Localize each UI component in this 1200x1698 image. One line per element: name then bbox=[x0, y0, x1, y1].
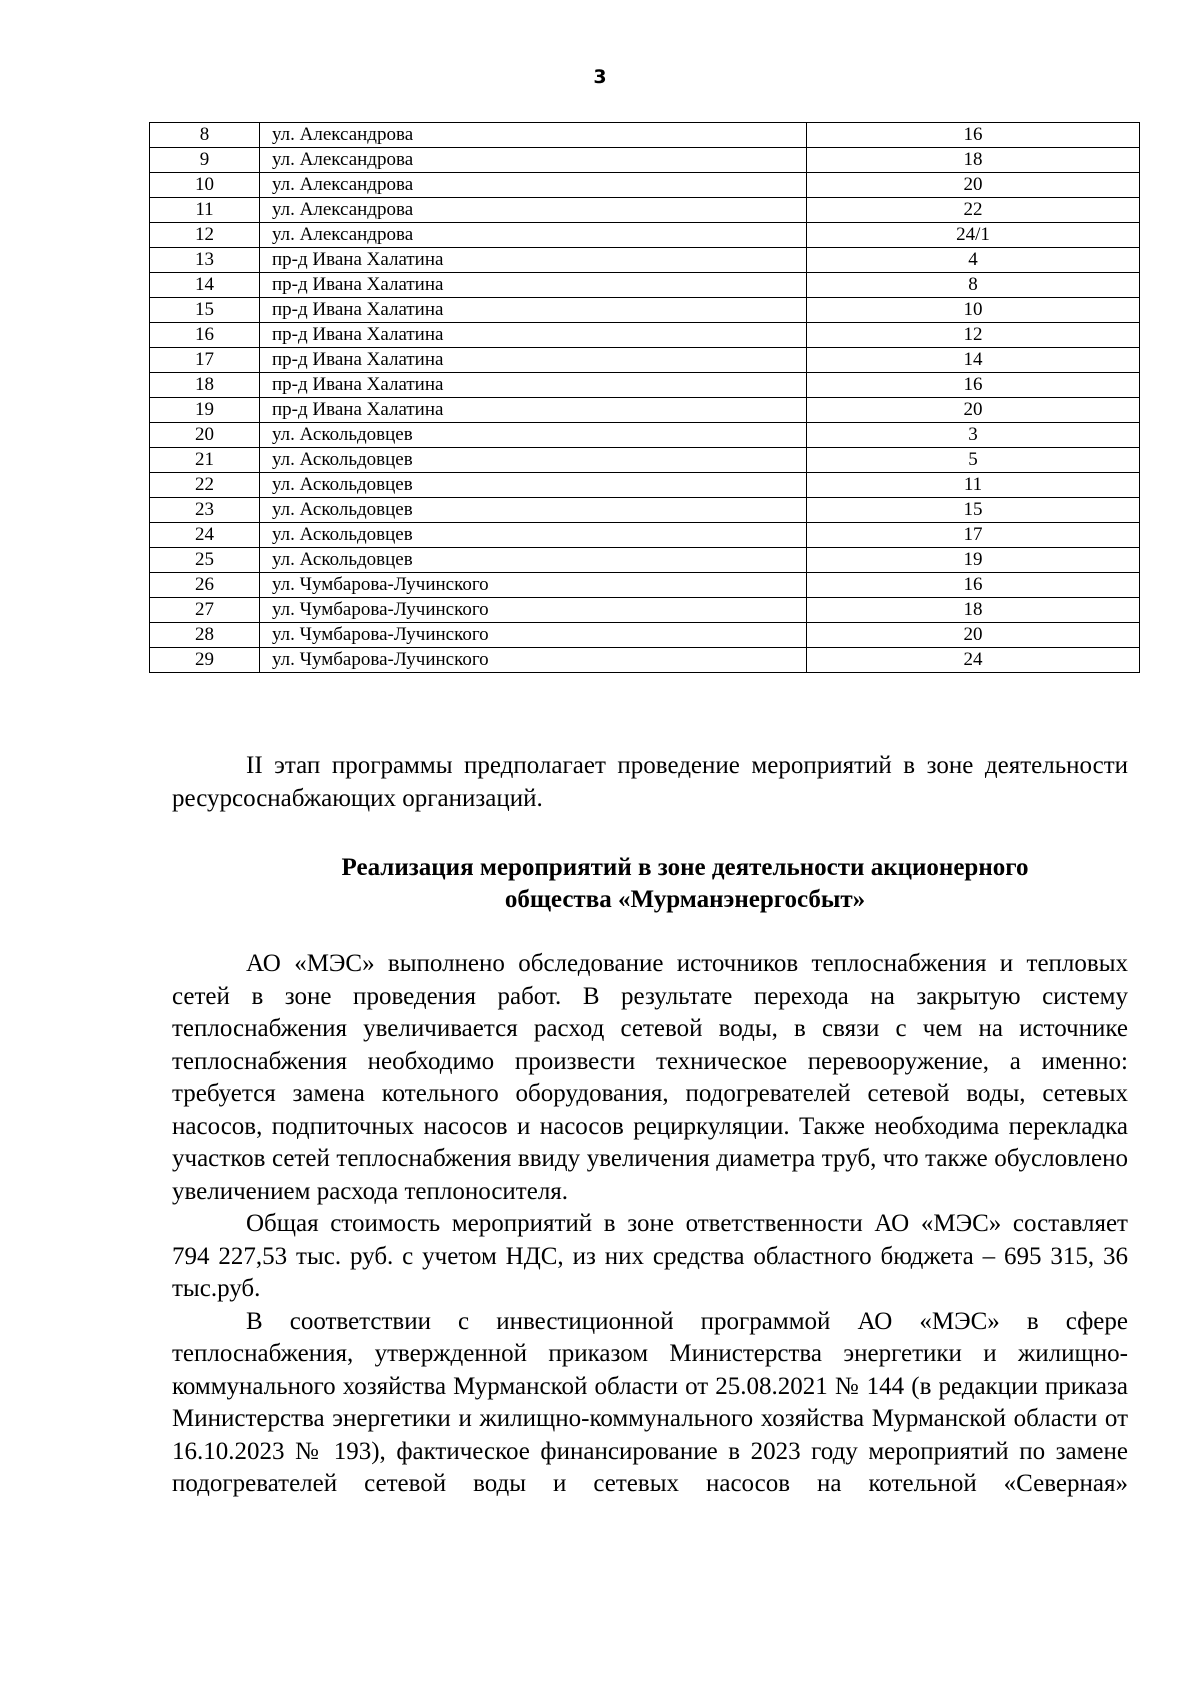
street-cell: пр-д Ивана Халатина bbox=[260, 348, 807, 373]
house-number-cell: 5 bbox=[807, 448, 1140, 473]
house-number-cell: 16 bbox=[807, 123, 1140, 148]
house-number-cell: 19 bbox=[807, 548, 1140, 573]
row-number-cell: 10 bbox=[150, 173, 260, 198]
row-number-cell: 22 bbox=[150, 473, 260, 498]
house-number-cell: 16 bbox=[807, 373, 1140, 398]
row-number-cell: 8 bbox=[150, 123, 260, 148]
row-number-cell: 11 bbox=[150, 198, 260, 223]
street-cell: пр-д Ивана Халатина bbox=[260, 398, 807, 423]
table-row bbox=[150, 648, 1140, 673]
street-cell: ул. Аскольдовцев bbox=[260, 423, 807, 448]
house-number-cell: 20 bbox=[807, 623, 1140, 648]
street-cell: ул. Аскольдовцев bbox=[260, 473, 807, 498]
house-number-cell: 22 bbox=[807, 198, 1140, 223]
paragraph-survey: АО «МЭС» выполнено обследование источников теплоснабжения и тепловых сетей в зоне проведения работ. В результате перехода на закрытую систему теплоснабжения увеличивается расход сетевой воды, в связи с чем на источнике теплоснабжения необходимо произвести техническое перевооружение, а именно: требуется замена котельного оборудования, подогревателей сетевой воды, сетевых насосов, подпиточных насосов и насосов рециркуляции. Также необходима перекладка участков сетей теплоснабжения ввиду увеличения диаметра труб, что также обусловлено увеличением расхода теплоносителя. bbox=[172, 950, 1128, 1205]
row-number-cell: 28 bbox=[150, 623, 260, 648]
house-number-cell: 3 bbox=[807, 423, 1140, 448]
street-cell: ул. Александрова bbox=[260, 198, 807, 223]
row-number-cell: 18 bbox=[150, 373, 260, 398]
table-row bbox=[150, 498, 1140, 523]
table-row bbox=[150, 248, 1140, 273]
row-number-cell: 23 bbox=[150, 498, 260, 523]
house-number-cell: 11 bbox=[807, 473, 1140, 498]
table-row bbox=[150, 523, 1140, 548]
house-number-cell: 16 bbox=[807, 573, 1140, 598]
street-cell: ул. Александрова bbox=[260, 223, 807, 248]
house-number-cell: 4 bbox=[807, 248, 1140, 273]
table-row bbox=[150, 548, 1140, 573]
table-row bbox=[150, 198, 1140, 223]
row-number-cell: 27 bbox=[150, 598, 260, 623]
section-heading-line-1: Реализация мероприятий в зоне деятельности акционерного bbox=[341, 854, 1029, 881]
street-cell: ул. Александрова bbox=[260, 173, 807, 198]
row-number-cell: 13 bbox=[150, 248, 260, 273]
table-row bbox=[150, 448, 1140, 473]
house-number-cell: 18 bbox=[807, 598, 1140, 623]
row-number-cell: 24 bbox=[150, 523, 260, 548]
house-number-cell: 12 bbox=[807, 323, 1140, 348]
page-number: 3 bbox=[593, 66, 607, 88]
table-row bbox=[150, 273, 1140, 298]
row-number-cell: 26 bbox=[150, 573, 260, 598]
table-row bbox=[150, 398, 1140, 423]
row-number-cell: 14 bbox=[150, 273, 260, 298]
house-number-cell: 14 bbox=[807, 348, 1140, 373]
stage-paragraph: II этап программы предполагает проведение мероприятий в зоне деятельности ресурсоснабжающих организаций. bbox=[172, 752, 1128, 812]
table-row bbox=[150, 223, 1140, 248]
table-row bbox=[150, 598, 1140, 623]
paragraph-cost: Общая стоимость мероприятий в зоне ответственности АО «МЭС» составляет 794 227,53 тыс. руб. с учетом НДС, из них средства областного бюджета – 695 315, 36 тыс.руб. bbox=[172, 1210, 1128, 1302]
table-row bbox=[150, 173, 1140, 198]
row-number-cell: 15 bbox=[150, 298, 260, 323]
house-number-cell: 20 bbox=[807, 173, 1140, 198]
street-cell: пр-д Ивана Халатина bbox=[260, 248, 807, 273]
street-cell: пр-д Ивана Халатина bbox=[260, 323, 807, 348]
table-row bbox=[150, 123, 1140, 148]
street-cell: ул. Аскольдовцев bbox=[260, 548, 807, 573]
table-row bbox=[150, 298, 1140, 323]
section-heading-line-2: общества «Мурманэнергосбыт» bbox=[504, 886, 866, 913]
table-row bbox=[150, 423, 1140, 448]
street-cell: ул. Аскольдовцев bbox=[260, 523, 807, 548]
house-number-cell: 18 bbox=[807, 148, 1140, 173]
body-text bbox=[172, 948, 1128, 1501]
row-number-cell: 25 bbox=[150, 548, 260, 573]
street-cell: ул. Чумбарова-Лучинского bbox=[260, 573, 807, 598]
house-number-cell: 8 bbox=[807, 273, 1140, 298]
street-cell: пр-д Ивана Халатина bbox=[260, 273, 807, 298]
house-number-cell: 17 bbox=[807, 523, 1140, 548]
street-cell: пр-д Ивана Халатина bbox=[260, 373, 807, 398]
street-cell: ул. Аскольдовцев bbox=[260, 448, 807, 473]
row-number-cell: 20 bbox=[150, 423, 260, 448]
row-number-cell: 17 bbox=[150, 348, 260, 373]
address-table bbox=[149, 122, 1140, 673]
row-number-cell: 21 bbox=[150, 448, 260, 473]
house-number-cell: 24/1 bbox=[807, 223, 1140, 248]
street-cell: ул. Александрова bbox=[260, 148, 807, 173]
street-cell: ул. Аскольдовцев bbox=[260, 498, 807, 523]
row-number-cell: 29 bbox=[150, 648, 260, 673]
street-cell: ул. Чумбарова-Лучинского bbox=[260, 598, 807, 623]
street-cell: ул. Чумбарова-Лучинского bbox=[260, 648, 807, 673]
house-number-cell: 15 bbox=[807, 498, 1140, 523]
table-row bbox=[150, 348, 1140, 373]
address-table-body bbox=[150, 123, 1140, 673]
row-number-cell: 16 bbox=[150, 323, 260, 348]
house-number-cell: 24 bbox=[807, 648, 1140, 673]
house-number-cell: 10 bbox=[807, 298, 1140, 323]
street-cell: ул. Чумбарова-Лучинского bbox=[260, 623, 807, 648]
stage-section bbox=[172, 750, 1128, 815]
table-row bbox=[150, 623, 1140, 648]
house-number-cell: 20 bbox=[807, 398, 1140, 423]
table-row bbox=[150, 323, 1140, 348]
table-row bbox=[150, 373, 1140, 398]
row-number-cell: 9 bbox=[150, 148, 260, 173]
section-heading bbox=[250, 852, 1120, 916]
table-row bbox=[150, 473, 1140, 498]
row-number-cell: 12 bbox=[150, 223, 260, 248]
table-row bbox=[150, 148, 1140, 173]
paragraph-investment: В соответствии с инвестиционной программой АО «МЭС» в сфере теплоснабжения, утвержденной приказом Министерства энергетики и жилищно-коммунального хозяйства Мурманской области от 25.08.2021 № 144 (в редакции приказа Министерства энергетики и жилищно-коммунального хозяйства Мурманской области от 16.10.2023 № 193), фактическое финансирование в 2023 году мероприятий по замене подогревателей сетевой воды и сетевых насосов на котельной «Северная» bbox=[172, 1307, 1128, 1497]
table-row bbox=[150, 573, 1140, 598]
street-cell: ул. Александрова bbox=[260, 123, 807, 148]
row-number-cell: 19 bbox=[150, 398, 260, 423]
street-cell: пр-д Ивана Халатина bbox=[260, 298, 807, 323]
